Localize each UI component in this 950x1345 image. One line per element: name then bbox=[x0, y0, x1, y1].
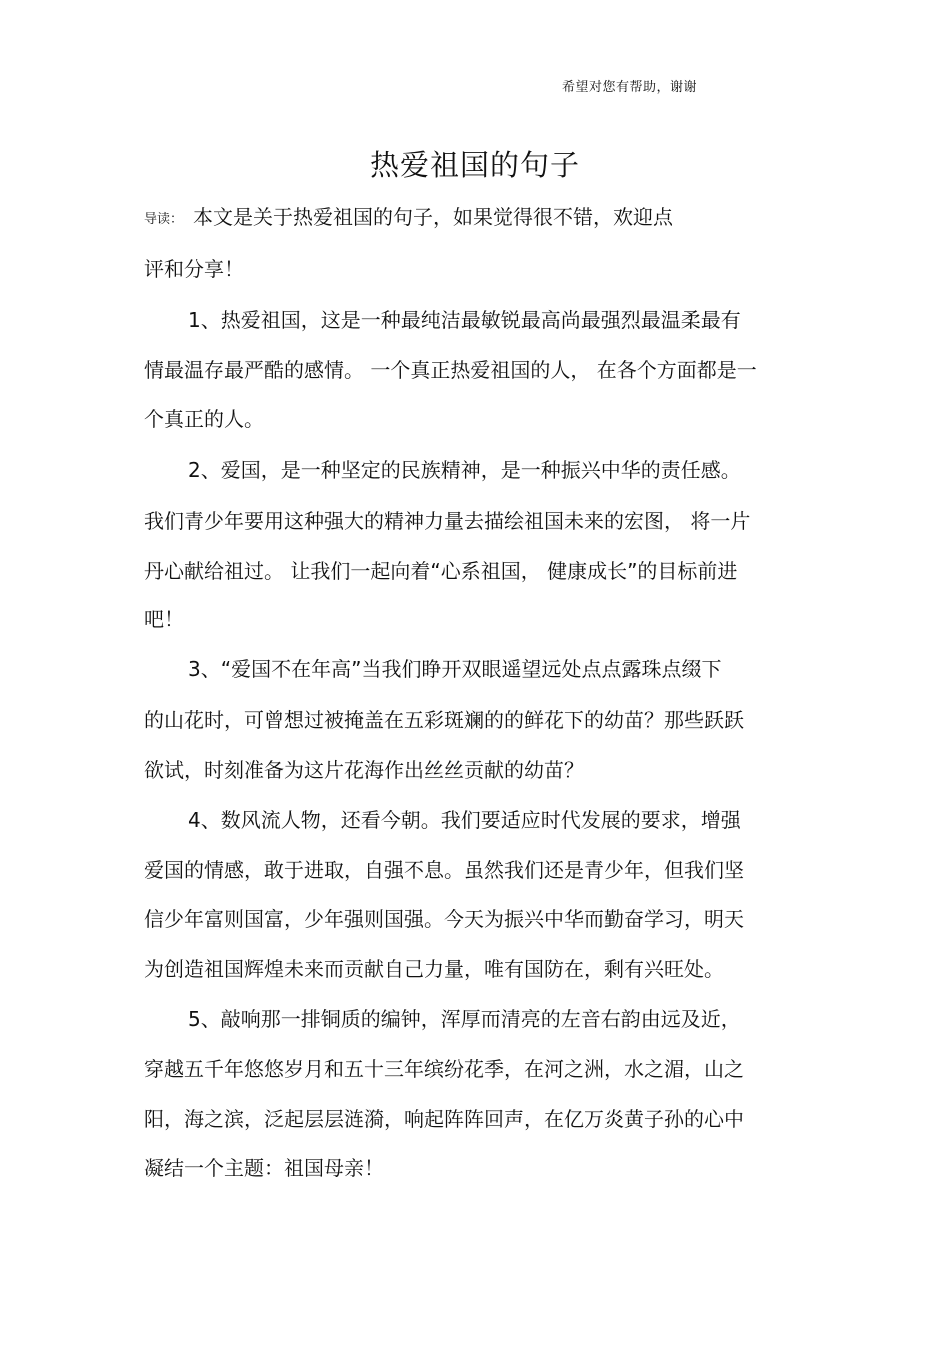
paragraph-line: 个真正的人。 bbox=[144, 407, 264, 431]
paragraph-line: 丹心献给祖过。 让我们一起向着“心系祖国， 健康成长”的目标前进 bbox=[144, 559, 738, 583]
paragraph-line: 吧！ bbox=[144, 607, 184, 631]
paragraph-line: 5、敲响那一排铜质的编钟，浑厚而清亮的左音右韵由远及近， bbox=[188, 1007, 741, 1031]
paragraph-line: 爱国的情感，敢于进取，自强不息。虽然我们还是青少年，但我们坚 bbox=[144, 858, 744, 882]
intro-text: 本文是关于热爱祖国的句子，如果觉得很不错，欢迎点 bbox=[193, 205, 674, 229]
paragraph-line: 4、数风流人物，还看今朝。我们要适应时代发展的要求，增强 bbox=[188, 808, 741, 832]
paragraph-line: 阳，海之滨，泛起层层涟漪，响起阵阵回声，在亿万炎黄子孙的心中 bbox=[144, 1107, 744, 1131]
header-note: 希望对您有帮助，谢谢 bbox=[562, 80, 698, 95]
intro-label: 导读： bbox=[144, 212, 184, 227]
paragraph-line: 信少年富则国富，少年强则国强。今天为振兴中华而勤奋学习，明天 bbox=[144, 907, 744, 931]
paragraph-line: 的山花时，可曾想过被掩盖在五彩斑斓的的鲜花下的幼苗？那些跃跃 bbox=[144, 708, 744, 732]
intro-line-1 bbox=[144, 203, 814, 234]
paragraph-line: 凝结一个主题：祖国母亲！ bbox=[144, 1156, 384, 1180]
paragraph-line: 1、热爱祖国，这是一种最纯洁最敏锐最高尚最强烈最温柔最有 bbox=[188, 308, 741, 332]
paragraph-line: 我们青少年要用这种强大的精神力量去描绘祖国未来的宏图， 将一片 bbox=[144, 509, 751, 533]
paragraph-line: 情最温存最严酷的感情。 一个真正热爱祖国的人， 在各个方面都是一 bbox=[144, 358, 757, 382]
page-title: 热爱祖国的句子 bbox=[369, 148, 580, 182]
paragraph-line: 欲试，时刻准备为这片花海作出丝丝贡献的幼苗？ bbox=[144, 758, 584, 782]
paragraph-line: 3、“爱国不在年高”当我们睁开双眼遥望远处点点露珠点缀下 bbox=[188, 657, 722, 681]
paragraph-line: 穿越五千年悠悠岁月和五十三年缤纷花季，在河之洲，水之湄，山之 bbox=[144, 1057, 744, 1081]
paragraph-line: 为创造祖国辉煌未来而贡献自己力量，唯有国防在，剩有兴旺处。 bbox=[144, 957, 724, 981]
intro-line-2: 评和分享！ bbox=[144, 257, 244, 281]
paragraph-line: 2、爱国，是一种坚定的民族精神，是一种振兴中华的责任感。 bbox=[188, 458, 741, 482]
